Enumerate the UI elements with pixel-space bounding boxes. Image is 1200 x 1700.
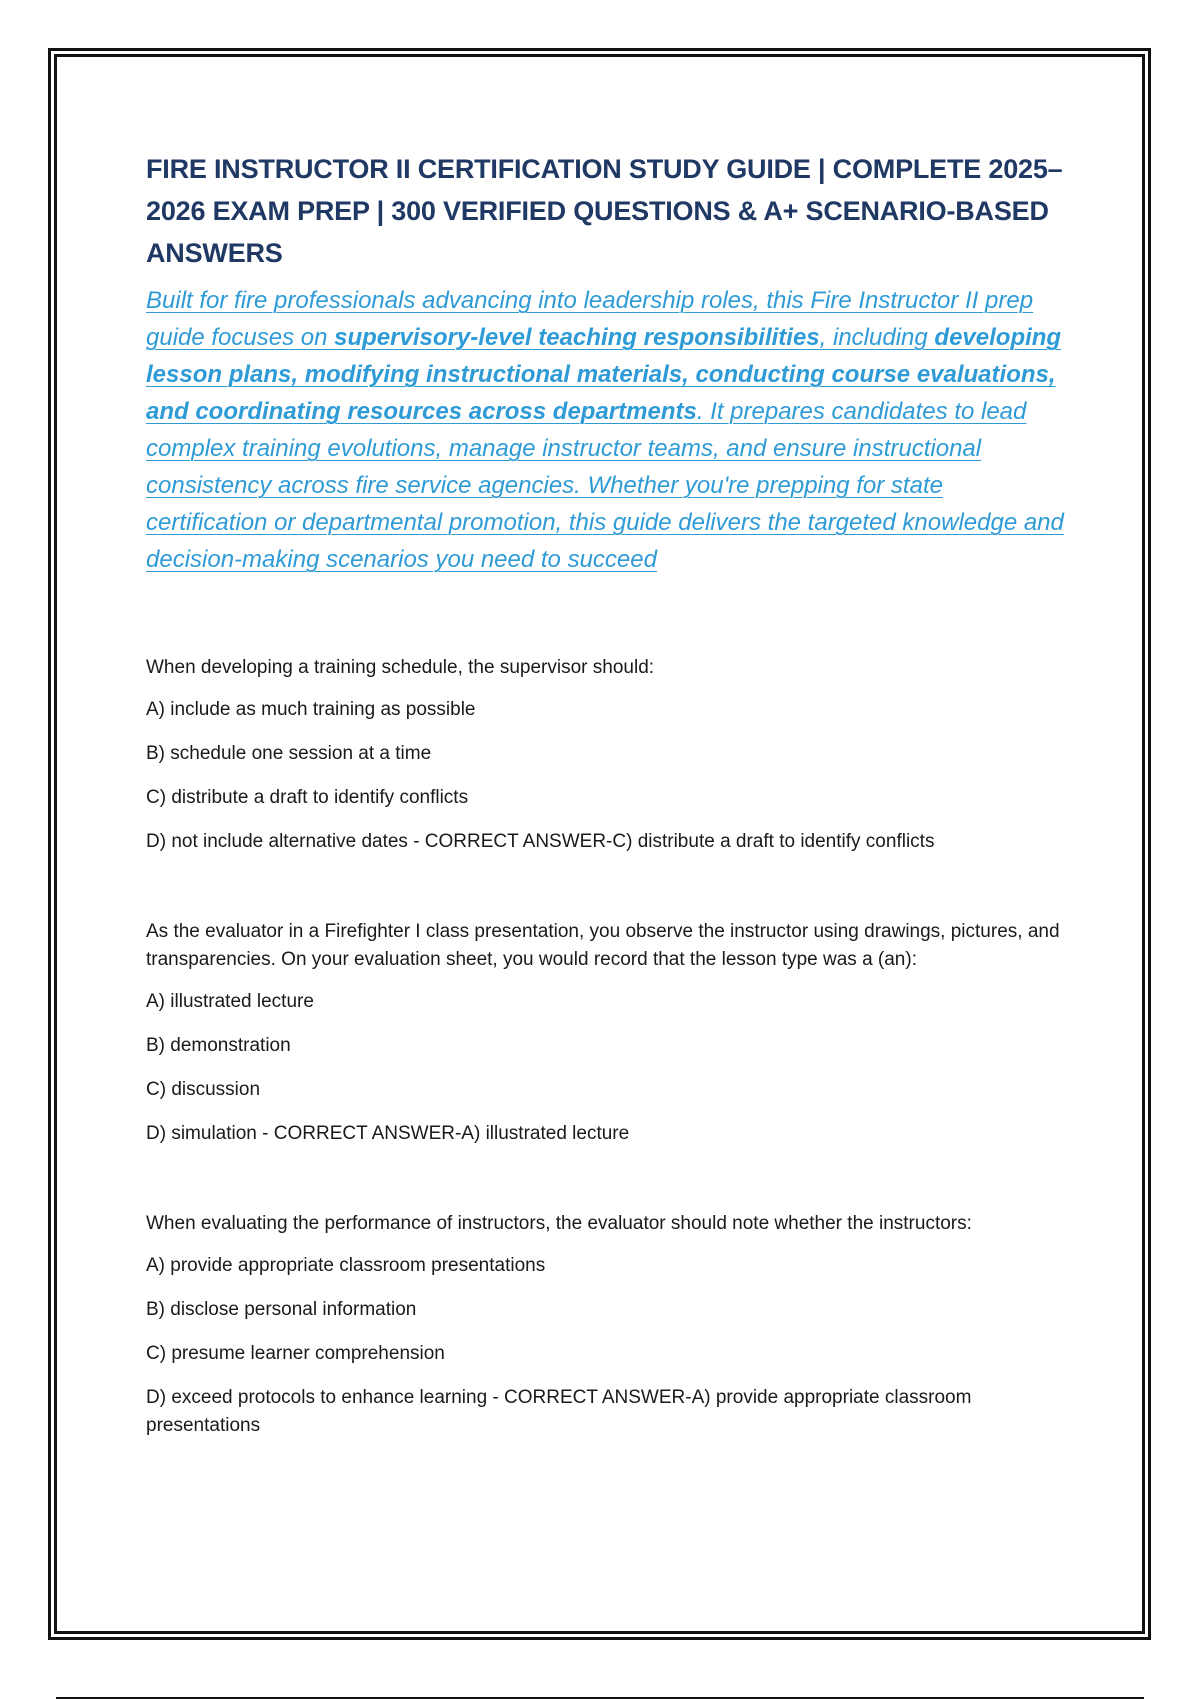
answer-option: C) discussion	[146, 1079, 261, 1100]
question-block	[146, 654, 1066, 856]
intro-emphasis: developing lesson plans, modifying instructional materials, conducting course evaluations, and coordinating resources across departments	[146, 324, 1062, 425]
answer-option-with-correct-answer: D) exceed protocols to enhance learning - CORRECT ANSWER-A) provide appropriate classroom presentations	[146, 1387, 972, 1436]
answer-option-with-correct-answer: D) not include alternative dates - CORRECT ANSWER-C) distribute a draft to identify conflicts	[146, 831, 935, 852]
answer-option: C) distribute a draft to identify conflicts	[146, 787, 469, 808]
intro-emphasis: supervisory-level teaching responsibilities	[334, 324, 820, 351]
answer-option: B) schedule one session at a time	[146, 743, 432, 764]
document-body	[146, 148, 1066, 1440]
answer-option-with-correct-answer: D) simulation - CORRECT ANSWER-A) illustrated lecture	[146, 1123, 630, 1144]
intro-text: Built for fire professionals advancing into leadership roles, this Fire Instructor II prep guide focuses on	[146, 287, 1034, 351]
intro-paragraph	[146, 282, 1066, 578]
answer-option: B) disclose personal information	[146, 1299, 417, 1320]
question-text: As the evaluator in a Firefighter I class presentation, you observe the instructor using drawings, pictures, and transparencies. On your evaluation sheet, you would record that the lesson type was a (an):	[146, 921, 1060, 970]
intro-text: . It prepares candidates to lead complex training evolutions, manage instructor teams, and ensure instructional consistency across fire service agencies. Whether you're prepping for state certification or departmental promotion, this guide delivers the targeted knowledge and decision-making scenarios you need to succeed	[146, 398, 1064, 573]
question-block	[146, 1210, 1066, 1440]
answer-option: A) include as much training as possible	[146, 699, 476, 720]
answer-option: B) demonstration	[146, 1035, 291, 1056]
question-text: When developing a training schedule, the supervisor should:	[146, 657, 655, 678]
footer-divider	[56, 1697, 1144, 1699]
intro-text: , including	[819, 324, 935, 351]
question-text: When evaluating the performance of instructors, the evaluator should note whether the instructors:	[146, 1213, 972, 1234]
question-block	[146, 918, 1066, 1148]
answer-option: C) presume learner comprehension	[146, 1343, 445, 1364]
document-title: FIRE INSTRUCTOR II CERTIFICATION STUDY GUIDE | COMPLETE 2025–2026 EXAM PREP | 300 VERIFIED QUESTIONS & A+ SCENARIO-BASED ANSWERS	[146, 154, 1063, 268]
answer-option: A) illustrated lecture	[146, 991, 314, 1012]
answer-option: A) provide appropriate classroom presentations	[146, 1255, 546, 1276]
